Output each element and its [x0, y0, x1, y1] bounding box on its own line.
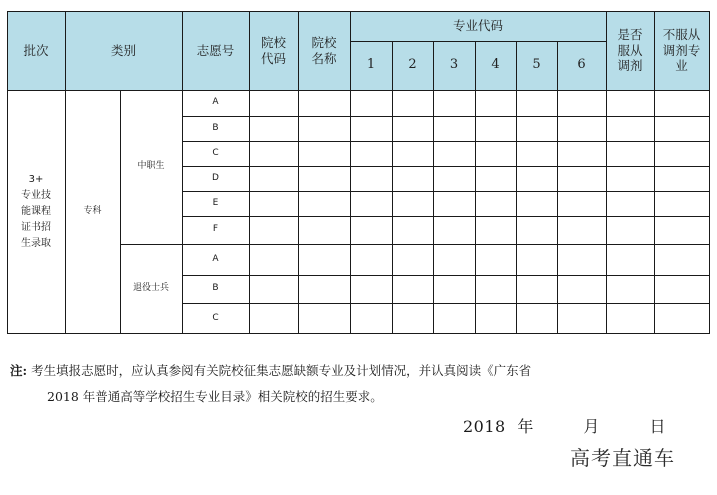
row-divider [182, 191, 710, 192]
col-divider [557, 41, 558, 334]
major-subheader-divider [350, 41, 606, 42]
col-divider [249, 11, 250, 334]
footnote-label: 注: [10, 363, 28, 378]
header-batch: 批次 [7, 11, 65, 90]
table-border-right [709, 11, 710, 334]
choice-label: F [212, 224, 219, 235]
header-choice-no: 志愿号 [182, 11, 249, 90]
header-major-col-1: 1 [350, 41, 392, 90]
col-divider [65, 11, 66, 334]
choice-label: A [212, 253, 219, 264]
col-divider [516, 41, 517, 334]
header-major-col-4: 4 [475, 41, 516, 90]
batch-value: 3+ 专业技 能课程 证书招 生录取 [21, 174, 51, 249]
choice-label: E [212, 197, 219, 208]
choice-label: A [212, 97, 219, 108]
header-major-col-6: 6 [557, 41, 606, 90]
footnote-line-2: 2018 年普通高等学校招生专业目录》相关院校的招生要求。 [47, 389, 383, 404]
table-border-bottom [7, 333, 710, 334]
row-divider [120, 244, 710, 245]
col-divider [606, 11, 607, 334]
choice-label: B [212, 122, 219, 133]
table-border-top [7, 11, 710, 12]
header-major-col-3: 3 [433, 41, 475, 90]
header-category: 类别 [65, 11, 182, 90]
row-divider [182, 116, 710, 117]
col-divider [433, 41, 434, 334]
col-divider [298, 11, 299, 334]
row-divider [182, 166, 710, 167]
header-major-col-2: 2 [392, 41, 433, 90]
group-secondary-vocational: 中职生 [137, 161, 165, 172]
date-day-unit: 日 [649, 417, 667, 436]
watermark-text: 高考直通车 [570, 446, 675, 470]
col-divider [120, 90, 121, 334]
col-divider [475, 41, 476, 334]
row-divider [182, 303, 710, 304]
choice-label: B [212, 283, 219, 294]
table-border-left [7, 11, 8, 334]
header-obey-adjust: 是否 服从 调剂 [606, 11, 654, 90]
date-year-unit: 年 [517, 417, 534, 436]
date-year: 2018 [463, 417, 506, 436]
header-divider [7, 90, 710, 91]
footnote [10, 358, 690, 410]
category-value: 专科 [83, 206, 102, 217]
header-school-code: 院校 代码 [249, 11, 298, 90]
footnote-line-1: 考生填报志愿时，应认真参阅有关院校征集志愿缺额专业及计划情况，并认真阅读《广东省 [31, 363, 532, 378]
choice-label: C [212, 312, 219, 323]
col-divider [392, 41, 393, 334]
header-no-adjust-major: 不服从 调剂专 业 [654, 11, 709, 90]
row-divider [182, 216, 710, 217]
row-divider [182, 141, 710, 142]
col-divider [182, 11, 183, 334]
date-line [463, 414, 666, 437]
col-divider [654, 11, 655, 334]
choice-label: D [212, 172, 219, 183]
header-major-code-group: 专业代码 [350, 11, 606, 41]
col-divider [350, 11, 351, 334]
group-veterans: 退役士兵 [132, 283, 169, 294]
row-divider [182, 275, 710, 276]
choice-label: C [212, 147, 219, 158]
header-school-name: 院校 名称 [298, 11, 350, 90]
date-month-unit: 月 [583, 417, 600, 436]
header-major-col-5: 5 [516, 41, 557, 90]
